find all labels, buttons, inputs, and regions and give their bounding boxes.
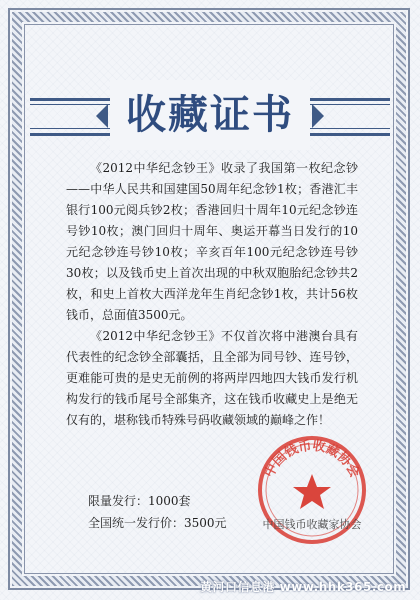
seal-icon	[252, 430, 372, 550]
certificate-body	[66, 158, 358, 431]
seal-arc-text: 中国钱币收藏协会	[262, 438, 362, 481]
body-paragraph: 《2012中华纪念钞王》不仅首次将中港澳台具有代表性的纪念钞全部囊括，且全部为同号钞、连号钞，更难能可贵的是史无前例的将两岸四地四大钱币发行机构发行的钱币尾号全部集齐，这在钱币收藏史上是绝无仅有的，堪称钱币特殊号码收藏领域的巅峰之作！	[66, 329, 358, 427]
body-paragraph: 《2012中华纪念钞王》收录了我国第一枚纪念钞——中华人民共和国建国50周年纪念钞1枚；香港汇丰银行100元阅兵钞2枚；香港回归十周年10元纪念钞连号钞10枚；澳门回归十周年、奥运开幕当日发行的10元纪念钞连号钞10枚；辛亥百年100元纪念钞连号钞30枚；以及钱币史上首次出现的中秋双胞胎纪念钞共2枚，和史上首枚大西洋龙年生肖纪念钞1枚，共计56枚钱币，总面值3500元。	[66, 161, 358, 322]
watermark-text: 黄河口信息港 www.hhk365.com	[200, 580, 407, 594]
chevron-right-icon	[312, 104, 324, 128]
star-icon	[293, 474, 331, 509]
limited-issue-text: 限量发行：1000套	[88, 494, 191, 508]
official-seal	[252, 430, 372, 550]
seal-under-text: 中国钱币收藏家协会	[262, 518, 362, 531]
chevron-left-icon	[96, 104, 108, 128]
issue-price-text: 全国统一发行价：3500元	[88, 516, 227, 530]
certificate-title: 收藏证书	[126, 91, 294, 138]
title-band	[30, 80, 390, 150]
